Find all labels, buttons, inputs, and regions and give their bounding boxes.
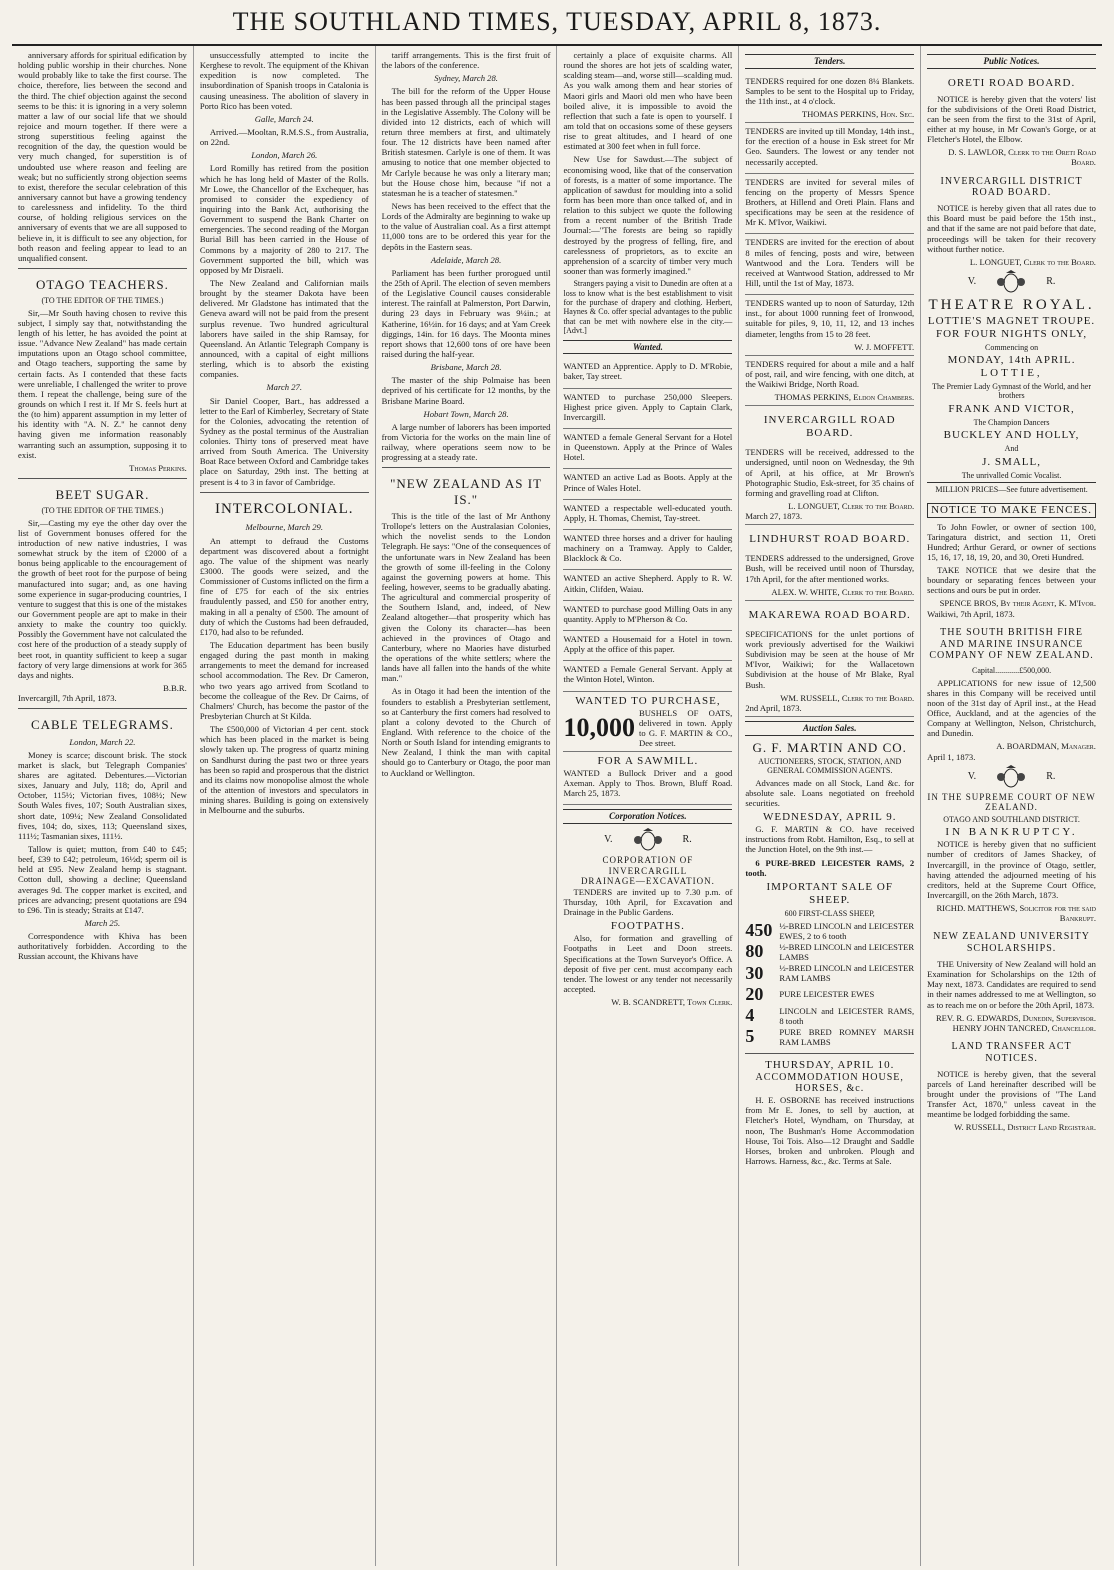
ad-title: WANTED TO PURCHASE,: [575, 694, 721, 707]
ad-text: WANTED to purchase good Milling Oats in any quantity. Apply to M'Pherson & Co.: [563, 603, 733, 624]
article-text: The bill for the reform of the Upper House has been passed through all the principal stages in the Legislative Assembly. The Colony will be divided into 12 districts, each of which will return three members at first, and ultimately four. The 12 districts have been named after British statesmen. Carlyle is one of them. It was amusing to notice that one member objected to Mr Carlyle because he was only a literary man; but the House chose him, because "if not a statesman he is a teacher of statesmen.": [381, 86, 551, 198]
notice-text: NOTICE is hereby given that the voters' list for the subdivisions of the Oreti Road District, can be seen from the first to the 31st of April, either at my house, in Mr Cowan's Gorge, or at Fletcher's Hotel, the Elbow.: [927, 93, 1096, 145]
tender-ad: [745, 550, 914, 601]
auctioneer-title: G. F. MARTIN AND CO.: [752, 739, 907, 755]
ad-text: TENDERS are invited for several miles of fencing on the property of Messrs Spence Brothers, at Hillend and Oreti Plain. Flans and specifications may be seen at the residence of Mr K. M'Ivor, Waikiwi.: [745, 176, 915, 228]
prices-note: MILLION PRICES—See future advertisement.: [927, 482, 1096, 494]
notice-text: THE University of New Zealand will hold an Examination for Scholarships on the 12th of May next, 1873. Candidates are required to send in their names addressed to me at Wellington, so as to reach me on or before the 20th April, 1873.: [927, 959, 1096, 1010]
classified-ad: [563, 500, 732, 530]
ad-text: TENDERS are invited up to 7.30 p.m. of Thursday, 10th April, for Excavation and Drainage in the Public Gardens.: [563, 886, 733, 918]
article-text: Parliament has been further prorogued until the 25th of April. The election of seven members of the Legislative Council causes considerable interest. The rainfall at Palmerston, Port Darwin, during 23 days in February was 9¼in.; at Katherine, 16½in. for 16 days; and at Yam Creek diggings, 14in. for 16 days. The Moonta mines report shows that 12,600 tons of ore have been raised during the half-year.: [381, 267, 551, 359]
signature: SPENCE BROS, By their Agent, K. M'Ivor.: [939, 598, 1096, 609]
ad-title: FOR A SAWMILL.: [597, 755, 699, 768]
lot-item: [745, 1026, 914, 1047]
lot-number: 80: [745, 941, 764, 962]
performer-desc: The Premier Lady Gymnast of the World, and her brothers: [932, 382, 1092, 401]
column-4: [557, 46, 739, 1566]
article-text: The New Zealand and Californian mails brought by the steamer Dakota have been delivered. Mr Gladstone has intimated that the Geneva award will not be paid from the present surplus revenue. Two hundred agricultural laborers have sailed in the ship Ramsay, for Queensland. An Atlantic Telegraph Company is announced, with a capital of eight millions sterling, which is to absorb the existing companies.: [199, 277, 369, 380]
tender-ad: [745, 123, 914, 174]
article-text: News has been received to the effect that the Lords of the Admiralty are beginning to wake up to the value of Australian coal. As a first attempt 11,000 tons are to be ordered this year for the depôts in the Eastern seas.: [381, 200, 551, 252]
classified-ad: [563, 570, 732, 600]
lot-item: [745, 1005, 914, 1026]
signature: ALEX. W. WHITE, Clerk to the Board.: [771, 586, 915, 597]
section-header-auction-sales: Auction Sales.: [745, 721, 914, 736]
tender-ad: [745, 356, 914, 407]
date: 2nd April, 1873.: [745, 702, 802, 713]
lot-item: [745, 963, 914, 984]
ad-quantity: 10,000: [563, 712, 635, 742]
signature: L. LONGUET, Clerk to the Board.: [788, 501, 915, 512]
headline-otago-teachers: OTAGO TEACHERS.: [35, 276, 169, 292]
column-3: [376, 46, 558, 1566]
ad-text: TENDERS are invited for the erection of about 8 miles of fencing, posts and wire, between Wantwood and the Lora. Tenders will be received at Wantwood Station, addressed to Mr Hill, until the 1st of May, 1873.: [745, 237, 915, 288]
royal-crest: V. R.: [563, 828, 732, 852]
ad-text: WANTED a respectable well-educated youth. Apply, H. Thomas, Chemist, Tay-street.: [563, 502, 733, 523]
ad-text: WANTED a Housemaid for a Hotel in town. Apply at the office of this paper.: [563, 634, 733, 655]
column-1: [12, 46, 194, 1566]
ad-text: 6 PURE-BRED LEICESTER RAMS, 2 tooth.: [745, 857, 915, 878]
signature: L. LONGUET, Clerk to the Board.: [969, 256, 1096, 267]
signature: THOMAS PERKINS, Hon. Sec.: [801, 109, 915, 120]
accommodation-title: ACCOMMODATION HOUSE, HORSES, &c.: [755, 1071, 904, 1095]
date: Waikiwi, 7th April, 1873.: [927, 608, 1015, 619]
section-header-tenders: Tenders.: [745, 54, 914, 69]
dateline: Invercargill, 7th April, 1873.: [18, 693, 117, 704]
lot-item: [745, 941, 914, 962]
dateline: March 25.: [84, 917, 121, 928]
capital: Capital............£500,000.: [972, 666, 1052, 676]
headline-notice-to-make-fences: NOTICE TO MAKE FENCES.: [927, 503, 1096, 518]
article-text: unsuccessfully attempted to incite the Kerghese to revolt. The equipment of the Khivan expedition is now completed. The insubordination of Spanish troops in Catalonia is causing uneasiness. The abolition of slavery in Porto Rico has been voted.: [199, 50, 369, 111]
article-text: A large number of laborers has been imported from Victoria for the works on the main line of railway, where operations seem now to be progressing at a steady rate.: [381, 421, 551, 463]
date: March 27, 1873.: [745, 511, 803, 522]
purchase-ad: [563, 692, 732, 753]
lot-number: 5: [745, 1026, 755, 1047]
ad-text: H. E. OSBORNE has received instructions from Mr E. Jones, to sell by auction, at Fletcher's Hotel, Wyndham, on Thursday, at noon, The Bushman's Home Accommodation House, Toi Tois. Also—12 Draught and Saddle Horses, broken and unbroken. Plough and Harrows. Harness, &c., &c. Terms at Sale.: [745, 1095, 915, 1167]
headline-land-transfer: LAND TRANSFER ACT NOTICES.: [951, 1041, 1072, 1064]
headline-south-british-insurance: THE SOUTH BRITISH FIRE AND MARINE INSURANCE COMPANY OF NEW ZEALAND.: [929, 626, 1094, 662]
royal-crest: V. R.: [927, 765, 1096, 789]
tender-ad: [745, 444, 914, 525]
ad-text: Also, for formation and gravelling of Footpaths in Leet and Doon streets. Specifications at the Town Surveyor's Office. A deposit of five per cent. must accompany each tender. The lowest or any tender not necessarily accepted.: [563, 933, 733, 995]
article-text: Arrived.—Mooltan, R.M.S.S., from Australia, on 22nd.: [199, 126, 369, 148]
headline-invercargill-district-road-board: INVERCARGILL DISTRICT ROAD BOARD.: [940, 175, 1083, 199]
performer: J. SMALL,: [982, 455, 1041, 468]
ad-text: WANTED three horses and a driver for hauling machinery on a Tramway. Apply to Calder, Blacklock & Co.: [563, 533, 733, 564]
ad-text: WANTED an active Shepherd. Apply to R. W. Aitkin, Clifden, Waiau.: [563, 573, 733, 594]
tender-ad: [745, 174, 914, 235]
troupe-name: LOTTIE'S MAGNET TROUPE.: [927, 314, 1096, 327]
auctioneer-subtitle: AUCTIONEERS, STOCK, STATION, AND GENERAL COMMISSION AGENTS.: [758, 756, 902, 776]
tender-ad: [745, 73, 914, 124]
ad-text: WANTED a female General Servant for a Hotel in Queenstown. Apply at the Prince of Wales Hotel.: [563, 432, 733, 463]
classified-ad: [563, 661, 732, 691]
ad-text: TENDERS required for one dozen 8¼ Blankets. Samples to be sent to the Hospital up to Friday, the 11th inst., at 4 o'clock.: [745, 75, 915, 106]
signature: W. RUSSELL, District Land Registrar.: [954, 1122, 1096, 1133]
lot-number: 450: [745, 920, 773, 941]
dateline: March 27.: [266, 382, 302, 393]
article-text: New Use for Sawdust.—The subject of economising wood, like that of the conservation of forests, is a matter of some importance. The application of sawdust for moulding into a solid form has been more than once talked of, and in relation to this subject we quote the following from a recent number of the British Trade Journal:—"The forests are being so rapidly destroyed by the progress of felling, fire, and carelessness of proprietors, as to excite an apprehension of a scarcity of timber very much sooner than was formerly imagined.": [563, 154, 733, 276]
headline-cable-telegrams: CABLE TELEGRAMS.: [30, 717, 174, 733]
ad-text: TENDERS addressed to the undersigned, Grove Bush, will be received until noon of Thursday, 17th April, for the after mentioned works.: [745, 553, 915, 584]
sale-date: WEDNESDAY, APRIL 9.: [762, 811, 897, 824]
article-text: Money is scarce; discount brisk. The stock market is slack, but Telegraph Companies' shares are agitated. Debentures.—Victorian sixes, January and July, 118; do, April and October, 115½; Victorian fives, 108½; New South Wales fives, 107; South Australian sixes, short date, 109¼; New Zealand Consolidated fives, 104; do, sixes, 113; Queensland sixes, 111½; Tasmanian sixes, 111½.: [18, 749, 187, 841]
article-text: The Education department has been busily engaged during the past month in making arrangements to meet the demand for increased school accommodation. The Rev. Dr Cameron, who two years ago arrived from Scotland to become the colleague of the Rev. Dr Cairns, of Chalmers' Church, has become the pastor of the Presbyterian Church at St Kilda.: [199, 640, 369, 721]
signature: REV. R. G. EDWARDS, Dunedin, Supervisor. HENRY JOHN TANCRED, Chancellor.: [935, 1012, 1096, 1033]
lot-text: LINCOLN and LEICESTER RAMS, 8 tooth: [779, 1005, 915, 1026]
headline-intercolonial: INTERCOLONIAL.: [214, 500, 354, 517]
footpaths-title: FOOTPATHS.: [610, 920, 685, 933]
signature: Thomas Perkins.: [129, 462, 187, 473]
article-text: An attempt to defraud the Customs department was discovered about a fortnight ago. The value of the shipment was nearly £3000. The goods were seized, and the Commissioner of Customs inflicted on the firm a fine of £75 for each of the six entries fraudulently passed, and £50 for another entry, making in all a penalty of £500. The amount of duty of which the Customs had been defrauded, £170, had also to be refunded.: [199, 535, 369, 637]
signature: A. BOARDMAN, Manager.: [996, 741, 1096, 752]
notice-text: TAKE NOTICE that we desire that the boundary or separating fences between your sections and ours be put in order.: [927, 565, 1096, 596]
performer-desc: And: [1004, 444, 1019, 454]
ad-text: TENDERS are invited up till Monday, 14th inst., for the erection of a house in Esk street for Mr Geo. Saunders. The lowest or any tender not necessarily accepted.: [745, 126, 915, 167]
masthead-title: THE SOUTHLAND TIMES, TUESDAY, APRIL 8, 1873.: [232, 7, 882, 36]
ad-text: TENDERS required for about a mile and a half of post, rail, and wire fencing, with one ditch, at the Waikiwi Bridge, North Road.: [745, 358, 915, 390]
lot-text: PURE BRED ROMNEY MARSH RAM LAMBS: [779, 1026, 915, 1048]
columns: [12, 46, 1102, 1566]
ad-text: G. F. MARTIN & CO. have received instructions from Robt. Hamilton, Esq., to sell at the Junction Hotel, on the 9th inst.—: [745, 824, 915, 855]
commencing: Commencing on: [985, 342, 1039, 352]
headline-new-zealand-as-it-is: "NEW ZEALAND AS IT IS.": [390, 476, 543, 507]
opening-date: MONDAY, 14th APRIL.: [947, 354, 1076, 367]
subhead: (TO THE EDITOR OF THE TIMES.): [41, 296, 164, 306]
masthead: [12, 0, 1102, 46]
lot-number: 4: [745, 1005, 755, 1026]
signature: W. B. SCANDRETT, Town Clerk.: [611, 997, 733, 1008]
headline-makarewa-road-board: MAKAREWA ROAD BOARD.: [748, 608, 911, 621]
coat-of-arms-icon: [994, 270, 1028, 294]
notice-text: NOTICE is hereby given that all rates due to this Board must be paid before the 15th inst., and that if the same are not paid before that date, proceedings will be taken for their recovery without further notice.: [927, 203, 1096, 254]
dateline: Brisbane, March 28.: [430, 362, 502, 373]
section-header-public-notices: Public Notices.: [927, 54, 1096, 69]
ad-text: WANTED to purchase 250,000 Sleepers. Highest price given. Apply to Captain Clark, Invercargill.: [563, 391, 733, 422]
article-text: As in Otago it had been the intention of the founders to establish a Presbyterian settlement, so at Canterbury the first comers had resolved to plant a colony devoted to the Church of England. With reference to the choice of the North or South Island for intending emigrants to New Zealand, I think the man with capital should go to Canterbury or Otago, the poor man to Auckland or Wellington.: [381, 686, 551, 778]
performer: FRANK AND VICTOR,: [948, 402, 1075, 415]
classified-ad: [563, 389, 732, 429]
lot-text: ½-BRED LINCOLN and LEICESTER EWES, 2 to 6 tooth: [779, 920, 915, 941]
headline-invercargill-road-board: INVERCARGILL ROAD BOARD.: [763, 414, 896, 440]
dateline: London, March 26.: [251, 150, 318, 161]
column-5: [739, 46, 921, 1566]
corporation-title: CORPORATION OF INVERCARGILL: [602, 855, 694, 876]
article-text: Tallow is quiet; mutton, from £40 to £45; beef, £39 to £42; petroleum, 16½d; sperm oil is held at £95. New Zealand hemp is stagnant. Cotton dull, showing a decline; Queensland averages 9d. The copper market is excited, and prices are advancing; present quotations are £94 to £96. Tin is steady; Straits at £147.: [18, 844, 187, 915]
signature: D. S. LAWLOR, Clerk to the Oreti Road Board.: [948, 147, 1096, 168]
column-6: [921, 46, 1102, 1566]
headline-university-scholarships: NEW ZEALAND UNIVERSITY SCHOLARSHIPS.: [933, 931, 1090, 955]
dateline: Melbourne, March 29.: [245, 522, 323, 533]
article-text: Sir,—Mr South having chosen to revive this subject, I simply say that, notwithstanding the length of his letter, he has avoided the point at issue. "Advance New Zealand" has made certain imputations upon an Otago school committee, and Otago teachers, supporting the same by certain facts. As I contended that these facts were unreliable, I challenged the writer to prove them. I repeat the challenge, being sure of the grounds on which I rest it. If Mr S. feels hurt at the (to him) apparent assumption in my letter of his identity with "A. N. Z." he cannot deny having given me information reasonably warranting such an assumption, supposing it to exist.: [18, 307, 187, 460]
ad-text: WANTED a Female General Servant. Apply at the Winton Hotel, Winton.: [563, 664, 733, 685]
performer-desc: The Champion Dancers: [973, 417, 1050, 427]
classified-ad: [563, 469, 732, 499]
article-text: Sir Daniel Cooper, Bart., has addressed a letter to the Earl of Kimberley, Secretary of State for the Colonies, advocating the retention of Sydney as the postal terminus of the Australian colonies. Thirty tons of preserved meat have arrived from South America. The University Boat Race between Oxford and Cambridge takes place on Saturday, 29th inst. The betting at present is 4 to 3 in favor of Cambridge.: [199, 395, 369, 487]
ad-text: WANTED an active Lad as Boots. Apply at the Prince of Wales Hotel.: [563, 472, 733, 493]
performer: BUCKLEY AND HOLLY,: [943, 429, 1080, 442]
ad-text: WANTED a Bullock Driver and a good Axeman. Apply to Thos. Brown, Bluff Road. March 25, 1873.: [563, 768, 733, 799]
coat-of-arms-icon: [994, 765, 1028, 789]
headline-lindhurst-road-board: LINDHURST ROAD BOARD.: [749, 533, 911, 546]
dateline: Adelaide, March 28.: [430, 254, 502, 265]
notice-text: To John Fowler, or owner of section 100, Taringatura district, and section 11, Oreti Hundred; Arthur Gerard, or owner of sections 15, 16, 17, 18, 19, 20, and 30, Oreti Hundred.: [927, 521, 1096, 562]
lot-item: [745, 984, 914, 1005]
sheep-sale-title: IMPORTANT SALE OF SHEEP.: [766, 880, 893, 906]
theatre-title: THEATRE ROYAL.: [928, 297, 1095, 313]
lot-number: 20: [745, 983, 764, 1004]
ad-text: BUSHELS OF OATS, delivered in town. Apply to G. F. MARTIN & CO., Dee street.: [638, 707, 733, 748]
article-text: tariff arrangements. This is the first fruit of the labors of the conference.: [381, 50, 551, 71]
signature: WM. RUSSELL, Clerk to the Board.: [780, 692, 915, 703]
royal-crest: V. R.: [927, 270, 1096, 294]
ad-text: TENDERS will be received, addressed to the undersigned, until noon on Wednesday, the 9th of April, at his office, at Mr Brown's Photographic Studio, Esk-street, for 35 chains of forming and gravelling road at Clifton.: [745, 447, 915, 498]
lot-number: 30: [745, 962, 764, 983]
dateline: London, March 22.: [69, 736, 136, 747]
notice-text: APPLICATIONS for new issue of 12,500 shares in this Company will be received until noon of the 31st day of April inst., at the Head Office, Auckland, and at the agencies of the Company at Wellington, Nelson, Christchurch, and Dunedin.: [927, 677, 1096, 739]
ad-text: TENDERS wanted up to noon of Saturday, 12th inst., for about 1000 running feet of Ironwood, suitable for piles, 9, 10, 11, 12, and 13 inches diameter, lengths from 15 to 28 feet.: [745, 298, 915, 339]
dateline: Sydney, March 28.: [434, 73, 498, 84]
article-text: anniversary affords for spiritual edification by holding public worship in their churches. None would probably like to take the first course. The choice, therefore, lies between the second and the third. The chief objection against the second seems to be this: it is ignoring in a very solemn matter a law of our social life that we should rejoice and mourn together. If there were a strong superstitious feeling against the recognition of the day, the question would be very much changed, for superstition is of undoubted use where reason and feeling are weak; but no sufficiently strong objection seems to exist, therefore the secular celebration of this anniversary cannot but have a growing tendency to carelessness and infidelity. To the third course, of holding religious services on the anniversary of events that we are all supposed to believe in, it is difficult to see any objection, for both reason and feeling appear to lead to an unqualified consent.: [18, 50, 187, 263]
sheep-count: 600 FIRST-CLASS SHEEP,: [784, 908, 875, 918]
notice-text: NOTICE is hereby given that no sufficient number of creditors of James Shackey, of Invercargill, in the province of Otago, settler, having attended the adjourned meeting of his creditors, held at the Supreme Court Office, Invercargill, on the 26th March, 1873.: [927, 839, 1096, 901]
lot-text: PURE LEICESTER EWES: [779, 989, 875, 1000]
tender-ad: [745, 626, 914, 717]
classified-ad: [563, 429, 732, 469]
classified-ad: [563, 530, 732, 570]
headline-oreti-road-board: ORETI ROAD BOARD.: [947, 76, 1076, 89]
section-header-wanted: Wanted.: [563, 340, 732, 355]
lot-text: ½-BRED LINCOLN and LEICESTER LAMBS: [779, 941, 915, 963]
performer: LOTTIE,: [980, 367, 1043, 380]
signature: B.B.R.: [163, 682, 187, 693]
classified-ad: [563, 358, 732, 388]
article-text: This is the title of the last of Mr Anthony Trollope's letters on the Australasian Colonies, which the novelist sends to the London Telegraph. He says: "One of the consequences of the unfortunate wars in New Zealand has been the growth of some ill-feeling in the Colony against the governing powers at home. This feeling, however, seems to be gradually abating. The agricultural and commercial prosperity of the Southern Island, and, indeed, of New Zealand altogether—that prosperity which has given the Colony its character—has been achieved in the provinces of Otago and Canterbury, where no Maories have disturbed the operations of the white settlers; where the lands have all fallen into the hands of the white man.": [381, 511, 551, 684]
article-text: The master of the ship Polmaise has been deprived of his certificate for 12 months, by the Brisbane Marine Board.: [381, 375, 551, 406]
signature: THOMAS PERKINS, Eldon Chambers.: [774, 392, 915, 403]
bankruptcy-title: IN BANKRUPTCY.: [945, 826, 1078, 839]
ad-text: SPECIFICATIONS for the unlet portions of work previously advertised for the Waikiwi Subdivision may be seen at the house of Mr M'Ivor, Waikiwi; for the Wallacetown Subdivision at the house of Mr Blake, Ryal Bush.: [745, 628, 915, 690]
sawmill-ad: [563, 752, 732, 805]
dateline: Hobart Town, March 28.: [423, 408, 509, 419]
article-text: Sir,—Casting my eye the other day over the list of Government bonuses offered for the introduction of new native industries, I was somewhat struck by the item of £2000 of a bonus being applicable to the encouragement of the growth of beet root for the purpose of being manufactured into sugar; and, as one having some experience in sugar-producing countries, I venture to suggest that this is one of the mistakes our Government people are apt to make in their anxiety to make the country too quickly. Possibly the Government have not calculated the cost here of the production of a steady supply of beet root, in quantity sufficient to keep a sugar factory of very large dimensions at work for 365 days and nights.: [18, 517, 187, 680]
signature: W. J. MOFFETT.: [854, 341, 915, 352]
notice-text: NOTICE is hereby given, that the several parcels of Land hereinafter described will be brought under the provisions of "The Land Transfer Act, 1870," unless caveat in the meantime be lodged forbidding the same.: [927, 1068, 1096, 1120]
signature: RICHD. MATTHEWS, Solicitor for the said Bankrupt.: [936, 903, 1096, 924]
classified-ad: [563, 631, 732, 661]
court-title: IN THE SUPREME COURT OF NEW ZEALAND.: [927, 791, 1096, 813]
tender-ad: [745, 295, 914, 356]
tender-ad: [745, 234, 914, 295]
article-text: Correspondence with Khiva has been authoritatively forbidden. According to the Russian account, the Khivans have: [18, 931, 187, 962]
coat-of-arms-icon: [631, 828, 665, 852]
lot-item: [745, 920, 914, 941]
court-district: OTAGO AND SOUTHLAND DISTRICT.: [943, 814, 1080, 824]
performer-desc: The unrivalled Comic Vocalist.: [961, 470, 1062, 480]
engagement: FOR FOUR NIGHTS ONLY,: [936, 327, 1088, 340]
corporation-subtitle: DRAINAGE—EXCAVATION.: [580, 876, 715, 887]
subhead: (TO THE EDITOR OF THE TIMES.): [41, 506, 164, 516]
article-text: The £500,000 of Victorian 4 per cent. stock which has been placed in the market is being slowly taken up. The progress of quartz mining on Sandhurst during the past two or three years has been so rapid and prosperous that the district and its claims now monopolise almost the whole of the attention of investors and speculators in mining shares. Building is going on extensively in Melbourne and the suburbs.: [199, 724, 369, 816]
dateline: Galle, March 24.: [254, 113, 314, 124]
classified-ad: [563, 601, 732, 631]
article-text: Lord Romilly has retired from the position which he has long held of Master of the Rolls. Mr Lowe, the Chancellor of the Exchequer, has promised to consider the expediency of inquiring into the Bank Act, authorising the Government to suspend the Bank Charter on emergencies. The second reading of the Morgan Burial Bill has been carried in the House of Commons by a majority of 280 to 217. The Government supported the bill, which was opposed by Mr Disraeli.: [199, 163, 369, 275]
column-2: [194, 46, 376, 1566]
ad-text: Advances made on all Stock, Land &c. for absolute sale. Loans negotiated on freehold securities.: [745, 777, 915, 809]
ad-text: WANTED an Apprentice. Apply to D. M'Robie, baker, Tay street.: [563, 361, 733, 382]
headline-beet-sugar: BEET SUGAR.: [55, 486, 150, 502]
sale-date: THURSDAY, APRIL 10.: [765, 1058, 895, 1071]
section-header-corporation: Corporation Notices.: [563, 809, 732, 824]
lot-text: ½-BRED LINCOLN and LEICESTER RAM LAMBS: [779, 963, 915, 984]
date: April 1, 1873.: [927, 751, 976, 762]
article-text: Strangers paying a visit to Dunedin are often at a loss to know what is the best establishment to visit for the purchase of drapery and clothing. Herbert, Haynes & Co. offer special advantages to the public that can be met with nowhere else in the city.—[Advt.]: [563, 279, 733, 336]
article-text: certainly a place of exquisite charms. All round the shores are hot jets of scalding water, scalding steam—and, worse still—scalding mud. As you walk among them and hear stories of Maori girls and Maori old men who have been boiled alive, it is impossible to avoid the reflection that such a fate is open to yourself. I am told that on occasions some of these geysers rise to great altitudes, and I heard of one estimated at 300 feet when in full force.: [563, 50, 733, 152]
